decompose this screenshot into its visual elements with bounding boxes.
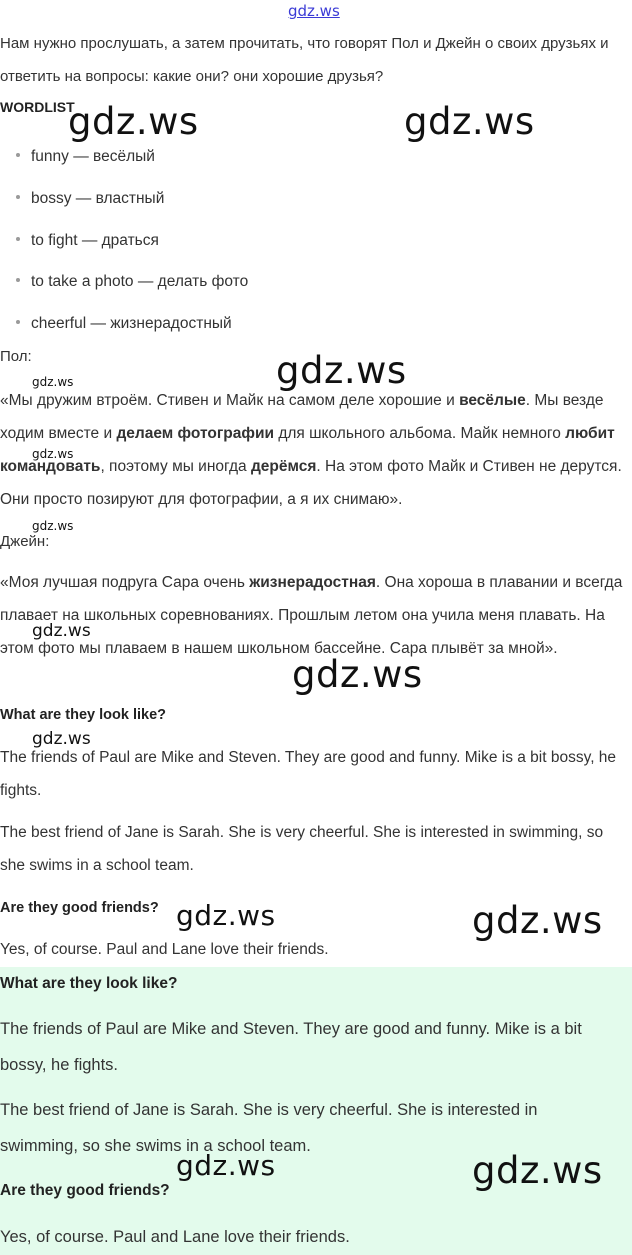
emphasis: любит командовать <box>0 425 615 475</box>
watermark: gdz.ws <box>404 100 535 143</box>
answer-paragraph: The friends of Paul are Mike and Steven. They are good and funny. Mike is a bit bossy, he fights. <box>0 749 617 799</box>
wordlist-item: cheerful — жизнерадостный <box>16 315 232 333</box>
question-heading: Are they good friends? <box>0 900 159 916</box>
intro-text: Нам нужно прослушать, а затем прочитать, что говорят Пол и Джейн о своих друзьях и ответить на вопросы: какие они? они хорошие друзья? <box>0 35 609 85</box>
watermark: gdz.ws <box>32 447 74 461</box>
watermark: gdz.ws <box>292 653 423 696</box>
answer-paragraph: The friends of Paul are Mike and Steven. They are good and funny. Mike is a bit bossy, he fights. <box>0 1020 582 1074</box>
wordlist-item: to fight — драться <box>16 232 159 250</box>
watermark: gdz.ws <box>176 1149 276 1182</box>
watermark: gdz.ws <box>32 519 74 533</box>
emphasis: весёлые <box>459 392 526 409</box>
watermark: gdz.ws <box>176 899 276 932</box>
emphasis: делаем фотографии <box>116 425 275 442</box>
answer-paragraph: Yes, of course. Paul and Lane love their friends. <box>0 1228 350 1246</box>
watermark: gdz.ws <box>472 1149 603 1192</box>
watermark: gdz.ws <box>32 375 74 389</box>
emphasis: дерёмся <box>250 458 317 475</box>
answer-paragraph: Yes, of course. Paul and Lane love their friends. <box>0 941 329 958</box>
wordlist-item: funny — весёлый <box>16 148 155 166</box>
watermark: gdz.ws <box>32 729 91 749</box>
answer-paragraph: The best friend of Jane is Sarah. She is very cheerful. She is interested in swimming, so she swims in a school team. <box>0 1101 538 1155</box>
bullet-icon <box>16 320 20 324</box>
jane-quote: «Моя лучшая подруга Сара очень жизнерадостная. Она хороша в плавании и всегда плавает на школьных соревнованиях. Прошлым летом она учила меня плавать. На этом фото мы плаваем в нашем школьном бассейне. Сара плывёт за мной». <box>0 574 623 657</box>
jane-label: Джейн: <box>0 533 50 550</box>
bullet-icon <box>16 195 20 199</box>
bullet-icon <box>16 153 20 157</box>
bullet-icon <box>16 278 20 282</box>
question-heading: What are they look like? <box>0 707 166 723</box>
question-heading: Are they good friends? <box>0 1182 170 1199</box>
wordlist-item: to take a photo — делать фото <box>16 273 248 291</box>
emphasis: жизнерадостная <box>249 574 376 591</box>
paul-label: Пол: <box>0 348 32 365</box>
watermark: gdz.ws <box>472 899 603 942</box>
answer-paragraph: The best friend of Jane is Sarah. She is very cheerful. She is interested in swimming, so she swims in a school team. <box>0 824 604 874</box>
header-watermark: gdz.ws <box>288 2 340 20</box>
wordlist-title: WORDLIST <box>0 99 75 115</box>
watermark: gdz.ws <box>276 349 407 392</box>
wordlist-item: bossy — властный <box>16 190 164 208</box>
watermark: gdz.ws <box>68 100 199 143</box>
paul-quote: «Мы дружим втроём. Стивен и Майк на самом деле хорошие и весёлые. Мы везде ходим вместе и делаем фотографии для школьного альбома. Майк немного любит командовать, поэтому мы иногда дерёмся. На этом фото Майк и Стивен не дерутся. Они просто позируют для фотографии, а я их снимаю». <box>0 392 622 508</box>
bullet-icon <box>16 237 20 241</box>
question-heading: What are they look like? <box>0 975 178 992</box>
watermark: gdz.ws <box>32 621 91 641</box>
